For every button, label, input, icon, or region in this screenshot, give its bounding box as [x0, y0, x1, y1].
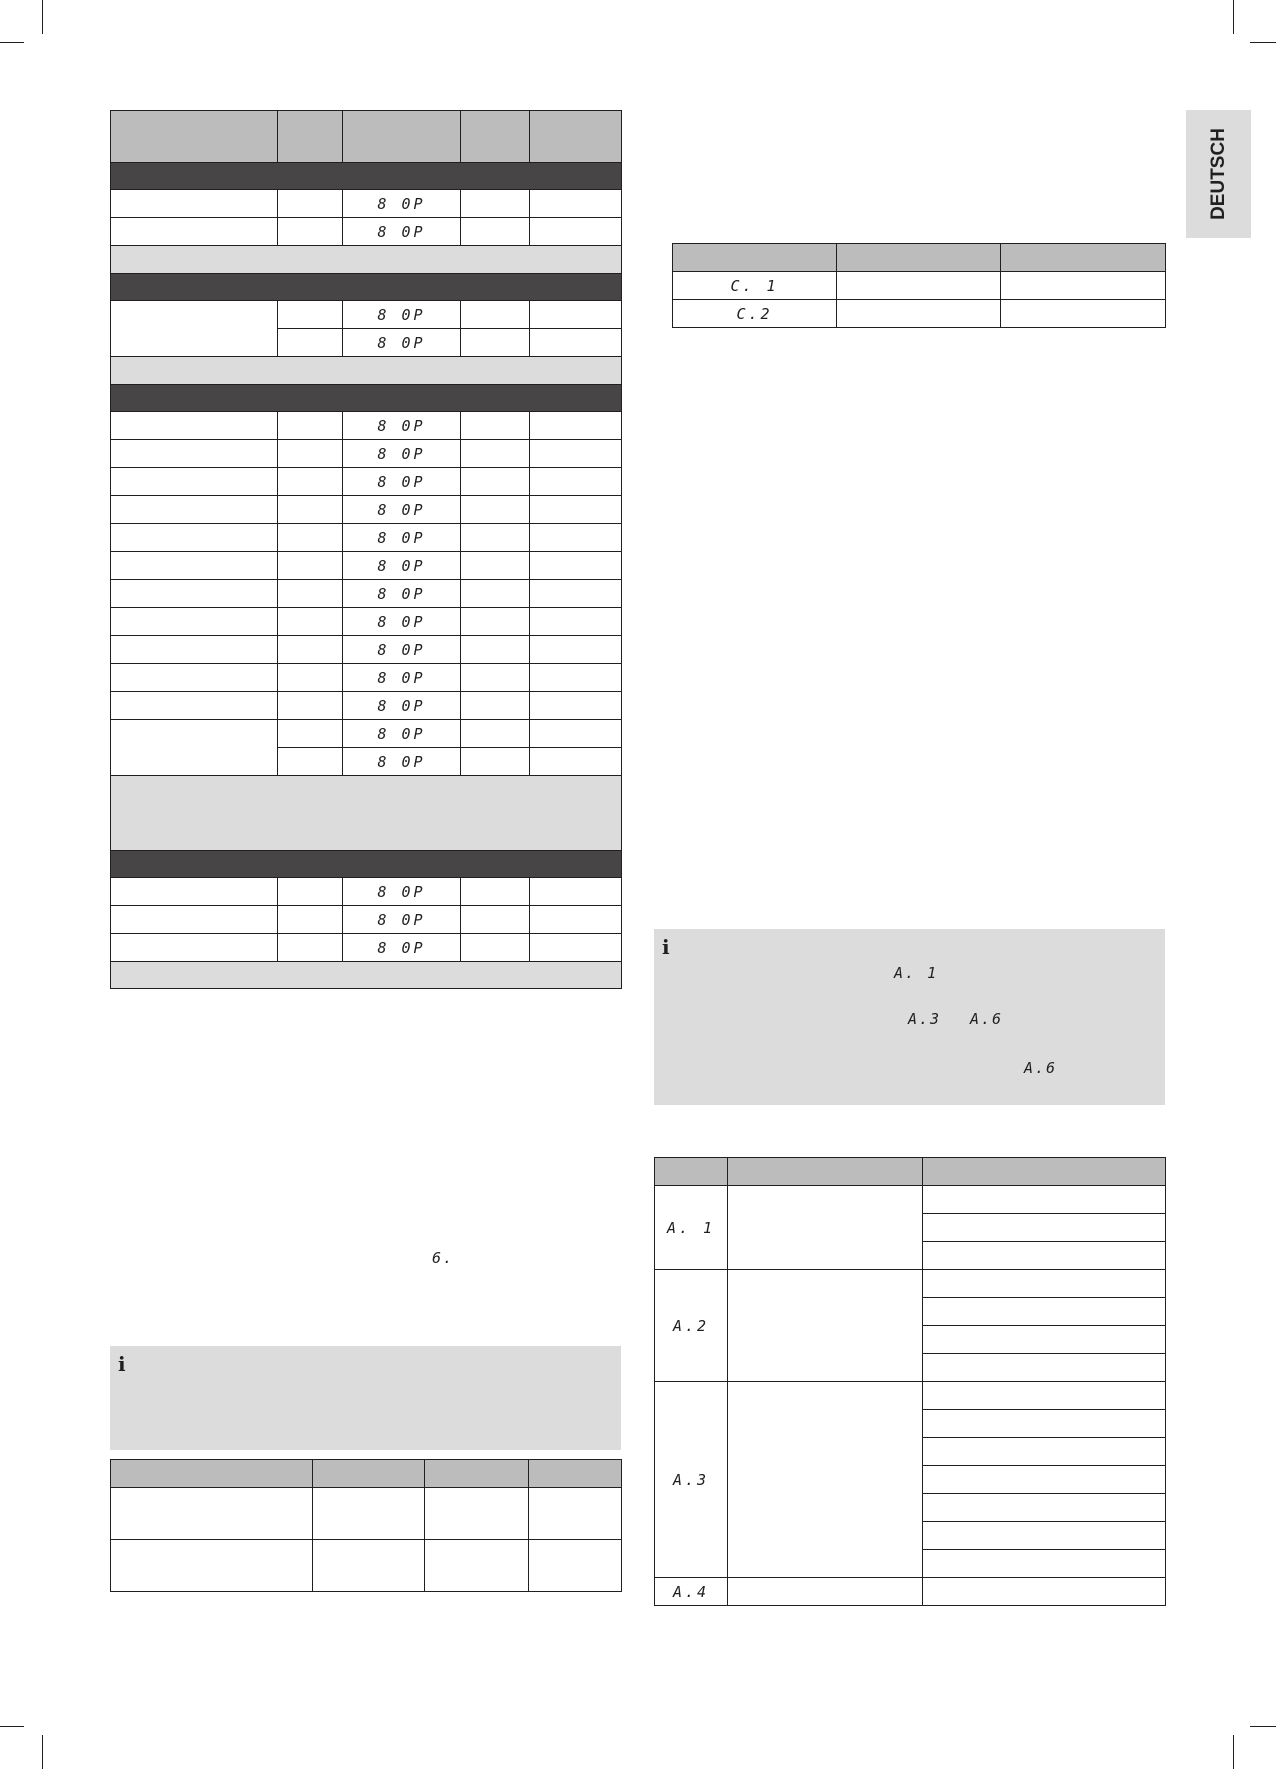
header-cell — [1001, 244, 1166, 272]
table-row — [111, 636, 622, 664]
language-tab-label: DEUTSCH — [1207, 128, 1229, 220]
header-cell — [343, 111, 461, 163]
crop-mark-bl-v — [42, 1735, 43, 1769]
display-code: A.3 — [672, 1470, 710, 1489]
display-code: A. 1 — [666, 1218, 716, 1237]
header-cell — [461, 111, 530, 163]
table-row — [111, 580, 622, 608]
header-cell — [923, 1158, 1166, 1186]
table-row — [111, 440, 622, 468]
crop-mark-tl-v — [42, 0, 43, 34]
section-bar — [111, 385, 622, 412]
a-code-table — [654, 1157, 1166, 1606]
header-cell — [425, 1460, 529, 1488]
table-row — [111, 878, 622, 906]
table-row — [111, 1540, 622, 1592]
crop-mark-br-v — [1233, 1735, 1234, 1769]
table-row — [111, 906, 622, 934]
table-row — [111, 301, 622, 329]
crop-mark-tl-h — [0, 42, 24, 43]
table-row — [655, 1270, 1166, 1298]
display-code: 8 0P — [377, 416, 426, 435]
info-icon: i — [662, 935, 670, 959]
header-cell — [313, 1460, 425, 1488]
display-code: 8 0P — [377, 556, 426, 575]
table-row — [673, 300, 1166, 328]
table-header — [111, 1460, 622, 1488]
language-tab — [1186, 110, 1251, 238]
display-code: C. 1 — [730, 276, 779, 295]
display-code: 8 0P — [377, 444, 426, 463]
display-code: 8 0P — [377, 910, 426, 929]
display-code: 8 0P — [377, 938, 426, 957]
display-code: 8 0P — [377, 194, 426, 213]
table-row — [111, 190, 622, 218]
display-code-inline: A.6 — [1024, 1059, 1058, 1077]
display-code-inline: A.3 — [908, 1010, 942, 1028]
header-cell — [111, 1460, 313, 1488]
note-row — [111, 246, 622, 274]
display-code: 8 0P — [377, 752, 426, 771]
table-row — [111, 692, 622, 720]
display-code: 8 0P — [377, 882, 426, 901]
header-cell — [673, 244, 837, 272]
display-code: 8 0P — [377, 528, 426, 547]
table-row — [655, 1382, 1166, 1410]
table-row — [111, 524, 622, 552]
program-table — [110, 110, 622, 989]
table-row — [111, 468, 622, 496]
header-cell — [655, 1158, 728, 1186]
crop-mark-bl-h — [0, 1726, 24, 1727]
display-code: 8 0P — [377, 472, 426, 491]
section-bar — [111, 274, 622, 301]
display-code: 8 0P — [377, 612, 426, 631]
table-row — [673, 272, 1166, 300]
table-row — [111, 552, 622, 580]
header-cell — [111, 111, 278, 163]
section-bar — [111, 851, 622, 878]
table-row — [111, 1488, 622, 1540]
table-row — [111, 664, 622, 692]
display-code: 8 0P — [377, 724, 426, 743]
display-code: 8 0P — [377, 333, 426, 352]
note-row — [111, 357, 622, 385]
table-row — [111, 720, 622, 748]
header-cell — [278, 111, 343, 163]
crop-mark-tr-h — [1250, 42, 1276, 43]
display-code: 8 0P — [377, 696, 426, 715]
note-row — [111, 776, 622, 851]
info-box-left — [110, 1346, 621, 1450]
display-code: A.2 — [672, 1316, 710, 1335]
bottom-left-table — [110, 1459, 622, 1592]
display-code: 8 0P — [377, 305, 426, 324]
display-code-inline: 6. — [432, 1249, 455, 1267]
display-code-inline: A. 1 — [894, 964, 939, 982]
table-row — [111, 934, 622, 962]
display-code: 8 0P — [377, 640, 426, 659]
display-code: A.4 — [672, 1582, 710, 1601]
info-icon: i — [118, 1352, 126, 1376]
display-code-inline: A.6 — [970, 1010, 1004, 1028]
header-cell — [530, 111, 622, 163]
display-code: C.2 — [736, 304, 773, 323]
table-row — [111, 608, 622, 636]
c-code-table — [672, 243, 1166, 328]
header-cell — [529, 1460, 622, 1488]
table-row — [655, 1578, 1166, 1606]
crop-mark-tr-v — [1233, 0, 1234, 34]
table-row — [111, 496, 622, 524]
display-code: 8 0P — [377, 500, 426, 519]
table-header — [655, 1158, 1166, 1186]
header-cell — [837, 244, 1001, 272]
note-row — [111, 962, 622, 989]
table-row — [111, 218, 622, 246]
table-row — [655, 1186, 1166, 1214]
section-bar — [111, 163, 622, 190]
display-code: 8 0P — [377, 222, 426, 241]
table-row — [111, 412, 622, 440]
header-cell — [728, 1158, 923, 1186]
crop-mark-br-h — [1250, 1726, 1276, 1727]
display-code: 8 0P — [377, 668, 426, 687]
display-code: 8 0P — [377, 584, 426, 603]
info-box-right — [654, 929, 1165, 1105]
table-header — [111, 111, 622, 163]
table-header — [673, 244, 1166, 272]
